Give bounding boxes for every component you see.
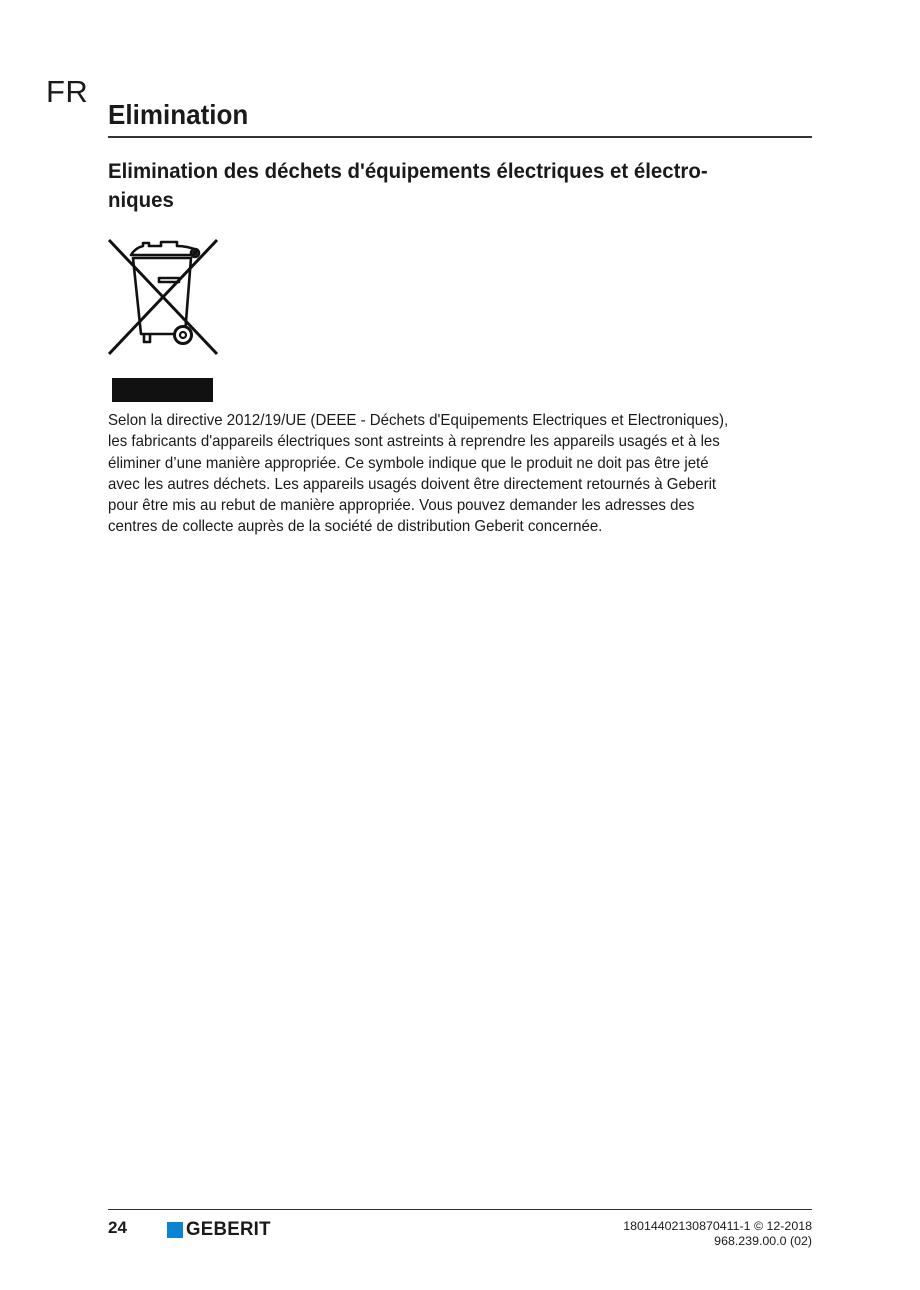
crossed-out-wheelie-bin-icon [107, 238, 219, 356]
logo-wordmark: GEBERIT [186, 1219, 271, 1240]
page-title: Elimination [108, 99, 249, 130]
section-heading-line: Elimination des déchets d'équipements électriques et électro- [108, 159, 708, 183]
section-heading [108, 157, 828, 215]
section-heading-line: niques [108, 188, 174, 212]
body-line: centres de collecte auprès de la société de distribution Geberit concernée. [108, 518, 603, 536]
body-line: pour être mis au rebut de manière appropriée. Vous pouvez demander les adresses des [108, 497, 695, 515]
doc-ref-line: 18014402130870411-1 © 12-2018 [623, 1219, 812, 1233]
body-line: éliminer d’une manière appropriée. Ce symbole indique que le produit ne doit pas être jeté [108, 454, 709, 472]
body-line: Selon la directive 2012/19/UE (DEEE - Déchets d'Equipements Electriques et Electroniques), [108, 412, 729, 429]
weee-black-bar [112, 378, 213, 402]
language-label: FR [46, 74, 89, 109]
doc-ref-line: 968.239.00.0 (02) [714, 1234, 812, 1248]
body-paragraph [108, 410, 828, 538]
document-reference [623, 1219, 812, 1249]
footer-divider [108, 1209, 812, 1210]
body-line: avec les autres déchets. Les appareils usagés doivent être directement retournés à Geberit [108, 475, 717, 493]
page-number: 24 [108, 1218, 127, 1237]
logo-square-icon [167, 1222, 183, 1238]
title-divider [108, 136, 812, 138]
geberit-logo [167, 1220, 273, 1239]
body-line: les fabricants d'appareils électriques sont astreints à reprendre les appareils usagés et à les [108, 433, 720, 451]
